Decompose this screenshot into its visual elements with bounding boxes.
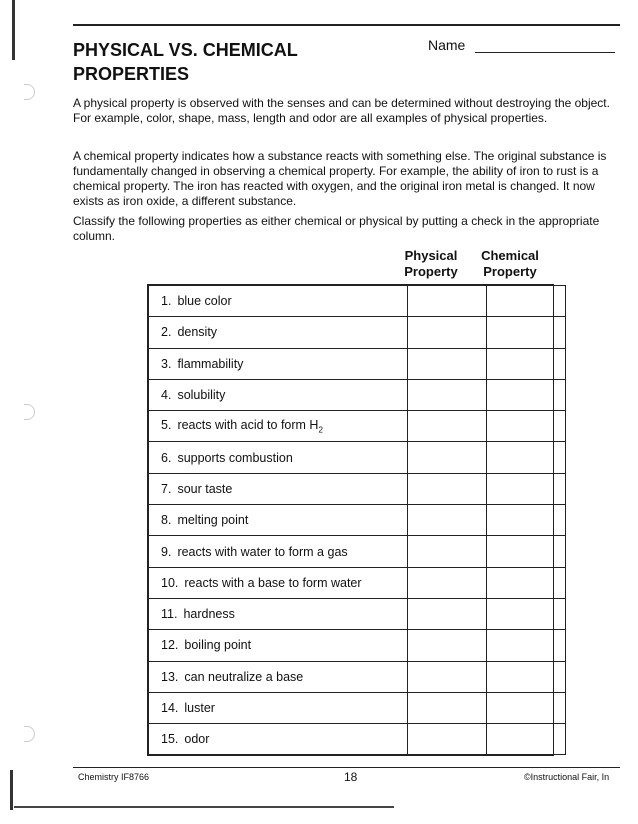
chemical-check-cell[interactable] [487, 536, 566, 567]
physical-check-cell[interactable] [408, 442, 487, 473]
property-number: 12. [161, 638, 179, 653]
page-number: 18 [344, 770, 358, 784]
property-number: 14. [161, 701, 179, 715]
properties-table-body [149, 286, 566, 755]
title-line-2: PROPERTIES [73, 64, 190, 84]
title-line-1: PHYSICAL VS. CHEMICAL [73, 40, 298, 60]
property-cell [149, 536, 408, 567]
property-cell [149, 473, 408, 504]
table-row [149, 630, 566, 661]
property-cell [149, 379, 408, 410]
chemical-check-cell[interactable] [487, 661, 566, 692]
table-row [149, 692, 566, 723]
physical-check-cell[interactable] [408, 630, 487, 661]
property-label: solubility [177, 388, 226, 403]
table-row [149, 536, 566, 567]
property-label: flammability [177, 356, 244, 371]
chemical-check-cell[interactable] [487, 442, 566, 473]
footer-book-id: Chemistry IF8766 [78, 772, 150, 782]
chemical-column-header [470, 248, 550, 280]
chemical-check-cell[interactable] [487, 379, 566, 410]
property-number: 5. [161, 418, 172, 433]
property-label: melting point [177, 513, 249, 528]
property-label: can neutralize a base [184, 669, 304, 684]
property-number: 7. [161, 481, 172, 496]
name-label: Name [428, 37, 466, 53]
property-label: hardness [183, 607, 235, 622]
property-label: reacts with acid to form H [177, 418, 319, 433]
chemical-check-cell[interactable] [487, 286, 566, 317]
chemical-check-cell[interactable] [487, 317, 566, 348]
punch-hole-mark [24, 726, 35, 742]
chemical-check-cell[interactable] [487, 692, 566, 723]
property-number: 11. [161, 607, 178, 622]
chemical-check-cell[interactable] [487, 505, 566, 536]
table-row [149, 567, 566, 598]
physical-check-cell[interactable] [408, 724, 487, 755]
physical-check-cell[interactable] [408, 536, 487, 567]
property-cell [149, 724, 408, 755]
punch-hole-mark [24, 84, 35, 100]
chemical-check-cell[interactable] [487, 348, 566, 379]
table-row [149, 661, 566, 692]
footer-rule [73, 767, 620, 768]
physical-check-cell[interactable] [408, 661, 487, 692]
physical-column-header [391, 248, 471, 280]
footer-copyright: ©Instructional Fair, In [524, 772, 610, 782]
property-number: 15. [161, 732, 179, 747]
intro-paragraph-physical: A physical property is observed with the senses and can be determined without destroying the object. For example, color, shape, mass, length and odor are all examples of physical properties. [73, 96, 610, 125]
physical-header-line-1: Physical [404, 248, 458, 263]
property-label: luster [184, 701, 215, 715]
chemical-check-cell[interactable] [487, 411, 566, 442]
physical-check-cell[interactable] [408, 411, 487, 442]
scan-edge-mark [12, 0, 15, 60]
property-cell [149, 661, 408, 692]
chemical-header-line-2: Property [483, 264, 537, 279]
property-number: 6. [161, 450, 172, 465]
property-number: 9. [161, 544, 172, 559]
property-label: density [177, 325, 218, 340]
scan-edge-mark [14, 806, 394, 808]
physical-check-cell[interactable] [408, 598, 487, 629]
instructions-paragraph: Classify the following properties as either chemical or physical by putting a check in the appropriate column. [73, 214, 600, 243]
property-label: supports combustion [177, 450, 293, 465]
property-cell [149, 630, 408, 661]
table-row [149, 286, 566, 317]
property-number: 13. [161, 669, 179, 684]
property-label: reacts with water to form a gas [177, 544, 348, 559]
punch-hole-mark [24, 404, 35, 420]
property-cell [149, 567, 408, 598]
physical-check-cell[interactable] [408, 505, 487, 536]
property-number: 3. [161, 356, 172, 371]
table-row [149, 348, 566, 379]
property-subscript: 2 [318, 425, 323, 435]
property-cell [149, 286, 408, 317]
property-cell [149, 442, 408, 473]
property-number: 4. [161, 388, 172, 403]
property-cell [149, 505, 408, 536]
property-label: boiling point [184, 638, 252, 653]
property-label: sour taste [177, 481, 233, 496]
physical-check-cell[interactable] [408, 692, 487, 723]
property-label: blue color [177, 294, 232, 309]
scan-edge-mark [10, 770, 13, 810]
property-number: 1. [161, 294, 172, 309]
physical-check-cell[interactable] [408, 567, 487, 598]
physical-check-cell[interactable] [408, 473, 487, 504]
property-label: odor [184, 732, 210, 747]
table-row [149, 379, 566, 410]
property-label: reacts with a base to form water [184, 575, 362, 590]
table-row [149, 411, 566, 442]
chemical-check-cell[interactable] [487, 630, 566, 661]
physical-header-line-2: Property [404, 264, 458, 279]
physical-check-cell[interactable] [408, 379, 487, 410]
table-row [149, 505, 566, 536]
physical-check-cell[interactable] [408, 286, 487, 317]
table-row [149, 317, 566, 348]
table-row [149, 598, 566, 629]
chemical-check-cell[interactable] [487, 473, 566, 504]
chemical-check-cell[interactable] [487, 598, 566, 629]
intro-paragraph-chemical: A chemical property indicates how a substance reacts with something else. The original substance is fundamentally changed in observing a chemical property. For example, the ability of iron to rust is a chemical property. The iron has reacted with oxygen, and the original iron metal is changed. It now exists as iron oxide, a different substance. [73, 149, 607, 208]
property-cell [149, 411, 408, 442]
page-title [73, 38, 373, 86]
property-cell [149, 692, 408, 723]
property-number: 10. [161, 575, 179, 590]
physical-check-cell[interactable] [408, 317, 487, 348]
chemical-header-line-1: Chemical [481, 248, 539, 263]
property-cell [149, 598, 408, 629]
chemical-check-cell[interactable] [487, 724, 566, 755]
name-field-line[interactable] [475, 52, 615, 53]
property-cell [149, 348, 408, 379]
table-row [149, 473, 566, 504]
header-rule [73, 24, 620, 26]
chemical-check-cell[interactable] [487, 567, 566, 598]
property-number: 2. [161, 325, 172, 340]
table-row [149, 442, 566, 473]
physical-check-cell[interactable] [408, 348, 487, 379]
properties-table [147, 284, 554, 756]
property-cell [149, 317, 408, 348]
property-number: 8. [161, 513, 172, 528]
table-row [149, 724, 566, 755]
